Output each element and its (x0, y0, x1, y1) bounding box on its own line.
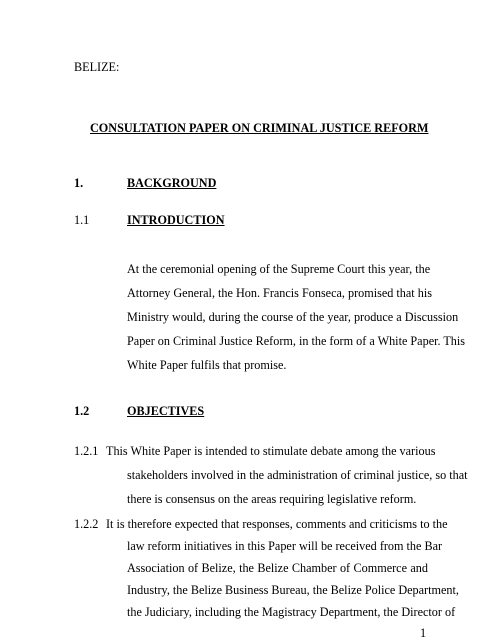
subsection-1-1-heading: INTRODUCTION (127, 213, 225, 227)
para-1-2-2-line-4: Industry, the Belize Business Bureau, the Belize Police Department, (127, 583, 459, 597)
para-1-2-1-line-2: stakeholders involved in the administration of criminal justice, so that (127, 468, 468, 482)
intro-line-2: Attorney General, the Hon. Francis Fonseca, promised that his (127, 286, 432, 300)
para-1-2-1-line-1: This White Paper is intended to stimulate debate among the various (106, 444, 436, 458)
section-1-number: 1. (74, 176, 84, 190)
subsection-1-1-number: 1.1 (74, 213, 90, 227)
para-1-2-2-line-1: It is therefore expected that responses, comments and criticisms to the (106, 517, 448, 531)
intro-line-4: Paper on Criminal Justice Reform, in the form of a White Paper. This (127, 334, 466, 348)
paragraph-1-2-2-number: 1.2.2 (74, 517, 99, 531)
page-number: 1 (420, 626, 427, 640)
document-title: CONSULTATION PAPER ON CRIMINAL JUSTICE REFORM (90, 121, 429, 135)
section-1-heading: BACKGROUND (127, 176, 217, 190)
intro-line-5: White Paper fulfils that promise. (127, 358, 287, 372)
para-1-2-2-line-2: law reform initiatives in this Paper will be received from the Bar (127, 539, 443, 553)
para-1-2-2-line-3: Association of Belize, the Belize Chamber of Commerce and (127, 561, 428, 575)
subsection-1-2-heading: OBJECTIVES (127, 404, 205, 418)
para-1-2-2-line-5: the Judiciary, including the Magistracy Department, the Director of (127, 605, 456, 619)
intro-line-1: At the ceremonial opening of the Supreme Court this year, the (127, 262, 431, 276)
intro-line-3: Ministry would, during the course of the year, produce a Discussion (127, 310, 459, 324)
para-1-2-1-line-3: there is consensus on the areas requiring legislative reform. (127, 492, 417, 506)
subsection-1-2-number: 1.2 (74, 404, 90, 418)
country-label: BELIZE: (74, 60, 120, 74)
paragraph-1-2-1-number: 1.2.1 (74, 444, 99, 458)
